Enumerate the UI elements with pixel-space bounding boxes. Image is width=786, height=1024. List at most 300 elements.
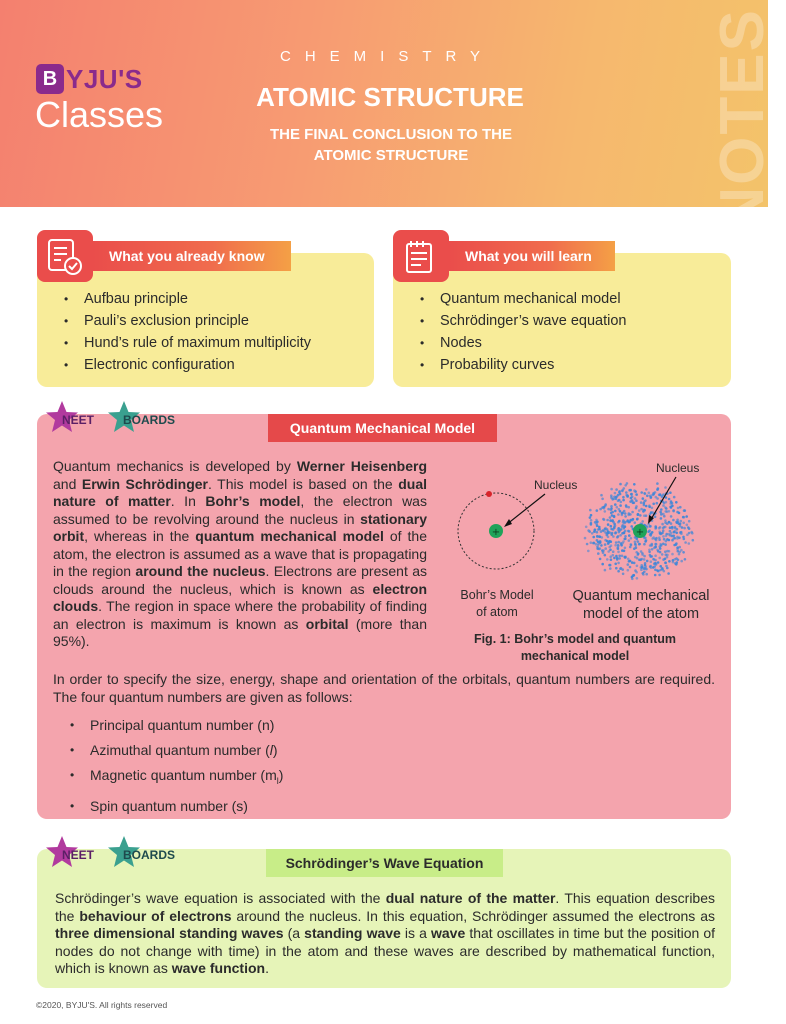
cloud-dot (587, 550, 590, 553)
cloud-dot (610, 544, 613, 547)
cloud-dot (662, 527, 665, 530)
cloud-dot (643, 558, 646, 561)
cloud-dot (683, 538, 686, 541)
cloud-dot (632, 574, 635, 577)
cloud-dot (657, 570, 660, 573)
text-run: . (265, 960, 269, 976)
cloud-dot (668, 560, 671, 563)
cloud-dot (664, 486, 667, 489)
cloud-dot (617, 547, 620, 550)
cloud-dot (664, 510, 667, 513)
cloud-dot (637, 513, 640, 516)
cloud-dot (624, 535, 627, 538)
bohr-model-label (444, 587, 550, 621)
cloud-dot (636, 557, 639, 560)
cloud-dot (584, 537, 587, 540)
cloud-dot (615, 567, 618, 570)
cloud-dot (652, 503, 655, 506)
cloud-dot (673, 531, 676, 534)
cloud-dot (676, 546, 679, 549)
cloud-dot (615, 555, 618, 558)
cloud-dot (663, 538, 666, 541)
cloud-dot (604, 505, 607, 508)
subscript: l (276, 775, 279, 786)
cloud-dot (648, 529, 651, 532)
cloud-dot (657, 561, 660, 564)
cloud-dot (662, 530, 665, 533)
cloud-dot (626, 494, 629, 497)
cloud-dot (664, 543, 667, 546)
cloud-dot (617, 499, 620, 502)
cloud-dot (645, 514, 648, 517)
cloud-dot (675, 563, 678, 566)
qm-model-label (564, 587, 718, 623)
bold-run: around the nucleus (135, 563, 266, 579)
cloud-dot (611, 514, 614, 517)
list-item (66, 763, 283, 794)
cloud-dot (671, 502, 674, 505)
cloud-dot (664, 558, 667, 561)
cloud-dot (671, 553, 674, 556)
cloud-dot (660, 517, 663, 520)
cloud-dot (645, 568, 648, 571)
cloud-dot (615, 541, 618, 544)
bold-run: dual nature of the matter (385, 890, 556, 906)
text-run: , the electron was assumed to be revolving around the nucleus in (53, 493, 427, 527)
cloud-dot (614, 563, 617, 566)
bold-run: orbital (305, 615, 349, 632)
cloud-dot (666, 556, 669, 559)
cloud-dot (617, 541, 620, 544)
cloud-dot (612, 550, 615, 553)
cloud-dot (609, 564, 612, 567)
cloud-dot (651, 548, 654, 551)
page-title: ATOMIC STRUCTURE (256, 82, 524, 112)
cloud-dot (642, 497, 645, 500)
cloud-dot (610, 488, 613, 491)
cloud-dot (590, 541, 593, 544)
list-item: • Spin quantum number (s) (66, 794, 283, 819)
cloud-dot (624, 530, 627, 533)
cloud-dot (604, 539, 607, 542)
cloud-dot (654, 562, 657, 565)
cloud-dot (660, 544, 663, 547)
cloud-dot (596, 535, 599, 538)
list-item: • Electronic configuration (60, 354, 311, 376)
cloud-dot (657, 487, 660, 490)
schrodinger-paragraph (55, 890, 715, 978)
cloud-dot (640, 568, 643, 571)
nucleus-label: Nucleus (534, 478, 578, 492)
schrodinger-title: Schrödinger’s Wave Equation (266, 849, 503, 877)
cloud-dot (624, 547, 627, 550)
cloud-dot (651, 537, 654, 540)
cloud-dot (654, 569, 657, 572)
cloud-dot (635, 546, 638, 549)
cloud-dot (669, 491, 672, 494)
text-run: . Electrons are present as clouds around the nucleus, which is known as (53, 563, 428, 597)
bold-run: standing wave (304, 925, 401, 941)
text-run: Quantum mechanics is developed by (53, 458, 297, 474)
cloud-dot (604, 543, 607, 546)
cloud-dot (672, 519, 675, 522)
cloud-dot (622, 573, 625, 576)
cloud-dot (680, 532, 683, 535)
plus-sign: + (635, 527, 645, 538)
cloud-dot (618, 491, 621, 494)
cloud-dot (648, 549, 651, 552)
label-line: model of the atom (582, 606, 700, 622)
cloud-dot (669, 526, 672, 529)
cloud-dot (588, 530, 591, 533)
cloud-dot (667, 572, 670, 575)
cloud-dot (617, 562, 620, 565)
cloud-dot (678, 553, 681, 556)
cloud-dot (606, 528, 609, 531)
cloud-dot (644, 562, 647, 565)
subtitle-line-2: ATOMIC STRUCTURE (313, 147, 469, 164)
cloud-dot (610, 507, 613, 510)
cloud-dot (670, 515, 673, 518)
cloud-dot (622, 540, 625, 543)
cloud-dot (612, 554, 615, 557)
cloud-dot (630, 537, 633, 540)
cloud-dot (617, 570, 620, 573)
already-know-label: What you already know (93, 241, 291, 271)
cloud-dot (678, 551, 681, 554)
boards-tag: BOARDS (123, 848, 176, 862)
cloud-dot (610, 558, 613, 561)
cloud-dot (678, 512, 681, 515)
cloud-dot (640, 508, 643, 511)
cloud-dot (664, 526, 667, 529)
text-run: that oscillates in time but the position of nodes do not change with time) in the atom and these waves are described by mathematical function, which is known as (55, 925, 716, 976)
cloud-dot (668, 550, 671, 553)
cloud-dot (644, 493, 647, 496)
bold-run: wave (430, 925, 466, 941)
subject-label: CHEMISTRY (280, 48, 495, 65)
cloud-dot (633, 483, 636, 486)
cloud-dot (634, 541, 637, 544)
cloud-dot (591, 532, 594, 535)
cloud-dot (631, 578, 634, 581)
cloud-dot (665, 501, 668, 504)
checklist-icon (37, 230, 93, 282)
cloud-dot (669, 530, 672, 533)
cloud-dot (649, 495, 652, 498)
cloud-dot (631, 511, 634, 514)
text-run: Schrödinger’s wave equation is associated with the (55, 890, 386, 906)
cloud-dot (630, 493, 633, 496)
cloud-dot (615, 488, 618, 491)
cloud-dot (585, 526, 588, 529)
cloud-dot (654, 516, 657, 519)
cloud-dot (603, 518, 606, 521)
cloud-dot (658, 574, 661, 577)
cloud-dot (648, 492, 651, 495)
cloud-dot (652, 493, 655, 496)
cloud-dot (637, 540, 640, 543)
cloud-dot (640, 491, 643, 494)
cloud-dot (616, 506, 619, 509)
cloud-dot (668, 521, 671, 524)
bold-run: Bohr’s model (205, 493, 301, 509)
cloud-dot (655, 539, 658, 542)
cloud-dot (659, 526, 662, 529)
cloud-dot (649, 554, 652, 557)
cloud-dot (606, 558, 609, 561)
cloud-dot (659, 565, 662, 568)
cloud-dot (679, 523, 682, 526)
cloud-dot (686, 524, 689, 527)
brand-logo-text: YJU'S (66, 64, 143, 94)
cloud-dot (686, 533, 689, 536)
cloud-dot (637, 552, 640, 555)
cloud-dot (634, 521, 637, 524)
caption-line: mechanical model (520, 649, 630, 663)
cloud-dot (627, 558, 630, 561)
cloud-dot (636, 538, 639, 541)
arrow-head-icon (504, 519, 512, 527)
cloud-dot (599, 558, 602, 561)
cloud-dot (659, 569, 662, 572)
cloud-dot (636, 517, 639, 520)
cloud-dot (643, 571, 646, 574)
cloud-dot (661, 495, 664, 498)
cloud-dot (656, 549, 659, 552)
cloud-dot (628, 512, 631, 515)
text-run: ) (278, 767, 284, 783)
cloud-dot (662, 535, 665, 538)
cloud-dot (610, 512, 613, 515)
cloud-dot (671, 527, 674, 530)
cloud-dot (661, 523, 664, 526)
cloud-dot (621, 489, 624, 492)
electron-dot (486, 491, 492, 497)
cloud-dot (664, 562, 667, 565)
cloud-dot (659, 493, 662, 496)
cloud-dot (655, 543, 658, 546)
cloud-dot (625, 491, 628, 494)
cloud-dot (635, 499, 638, 502)
list-item: • Schrödinger’s wave equation (416, 310, 626, 332)
cloud-dot (622, 496, 625, 499)
brand-classes: Classes (35, 94, 164, 135)
cloud-dot (659, 532, 662, 535)
cloud-dot (599, 540, 602, 543)
cloud-dot (614, 510, 617, 513)
cloud-dot (593, 542, 596, 545)
cloud-dot (679, 506, 682, 509)
cloud-dot (671, 535, 674, 538)
text-run: is a (400, 925, 431, 941)
nucleus-label: Nucleus (656, 461, 700, 475)
cloud-dot (641, 520, 644, 523)
notepad-icon (393, 230, 449, 282)
already-know-list (60, 288, 311, 376)
cloud-dot (620, 528, 623, 531)
cloud-dot (604, 510, 607, 513)
cloud-dot (650, 560, 653, 563)
header-banner (0, 0, 777, 232)
cloud-dot (635, 505, 638, 508)
cloud-dot (621, 549, 624, 552)
quantum-model-title: Quantum Mechanical Model (268, 414, 497, 442)
cloud-dot (653, 547, 656, 550)
cloud-dot (618, 508, 621, 511)
label-line: Bohr’s Model (460, 588, 534, 602)
cloud-dot (648, 506, 651, 509)
list-item: • Hund’s rule of maximum multiplicity (60, 332, 311, 354)
cloud-dot (618, 520, 621, 523)
cloud-dot (601, 563, 604, 566)
cloud-dot (679, 525, 682, 528)
cloud-dot (674, 537, 677, 540)
cloud-dot (649, 544, 652, 547)
cloud-dot (638, 543, 641, 546)
cloud-dot (662, 513, 665, 516)
cloud-dot (640, 501, 643, 504)
cloud-dot (624, 515, 627, 518)
cloud-dot (619, 534, 622, 537)
cloud-dot (621, 555, 624, 558)
bold-run: electron clouds (53, 580, 427, 614)
cloud-dot (630, 544, 633, 547)
cloud-dot (617, 544, 620, 547)
cloud-dot (609, 567, 612, 570)
list-item: • Quantum mechanical model (416, 288, 626, 310)
bold-run: behaviour of electrons (79, 907, 232, 924)
cloud-dot (610, 496, 613, 499)
cloud-dot (606, 532, 609, 535)
cloud-dot (685, 515, 688, 518)
cloud-dot (617, 513, 620, 516)
cloud-dot (599, 547, 602, 550)
cloud-dot (619, 483, 622, 486)
cloud-dot (614, 544, 617, 547)
boards-tag: BOARDS (123, 413, 176, 427)
cloud-dot (649, 533, 652, 536)
cloud-dot (597, 552, 600, 555)
cloud-dot (632, 502, 635, 505)
cloud-dot (612, 528, 615, 531)
cloud-dot (604, 554, 607, 557)
cloud-dot (682, 516, 685, 519)
page-subtitle (236, 124, 546, 166)
cloud-dot (595, 519, 598, 522)
cloud-dot (597, 543, 600, 546)
cloud-dot (668, 510, 671, 513)
list-item: • Nodes (416, 332, 626, 354)
cloud-dot (677, 521, 680, 524)
cloud-dot (621, 512, 624, 515)
cloud-dot (629, 566, 632, 569)
cloud-dot (627, 506, 630, 509)
cloud-dot (656, 497, 659, 500)
will-learn-label: What you will learn (449, 241, 615, 271)
cloud-dot (611, 519, 614, 522)
cloud-dot (619, 567, 622, 570)
cloud-dot (692, 539, 695, 542)
list-item (66, 738, 283, 763)
cloud-dot (613, 496, 616, 499)
cloud-dot (674, 558, 677, 561)
cloud-dot (684, 541, 687, 544)
cloud-dot (627, 530, 630, 533)
cloud-dot (675, 501, 678, 504)
text-run: . This equation describes the (55, 890, 716, 924)
text-run: . In (170, 493, 206, 509)
cloud-dot (682, 551, 685, 554)
text-run: ) (272, 742, 278, 758)
cloud-dot (589, 516, 592, 519)
cloud-dot (651, 531, 654, 534)
cloud-dot (643, 500, 646, 503)
cloud-dot (666, 567, 669, 570)
cloud-dot (598, 526, 601, 529)
list-item: • Principal quantum number (n) (66, 713, 283, 738)
cloud-dot (634, 543, 637, 546)
cloud-dot (656, 482, 659, 485)
text-run: of the atom, the electron is assumed as a wave that is propagating in the region (53, 528, 427, 579)
cloud-dot (633, 489, 636, 492)
brand-logo-box: B (36, 64, 64, 94)
cloud-dot (638, 509, 641, 512)
cloud-dot (627, 563, 630, 566)
cloud-dot (650, 566, 653, 569)
figure-caption (448, 631, 702, 665)
cloud-dot (614, 531, 617, 534)
neet-tag: NEET (62, 848, 95, 862)
cloud-dot (616, 558, 619, 561)
cloud-dot (631, 499, 634, 502)
cloud-dot (607, 523, 610, 526)
cloud-dot (677, 507, 680, 510)
cloud-dot (597, 528, 600, 531)
cloud-dot (668, 498, 671, 501)
cloud-dot (604, 547, 607, 550)
cloud-dot (643, 567, 646, 570)
cloud-dot (651, 507, 654, 510)
text-run: Magnetic quantum number (m (90, 767, 277, 783)
cloud-dot (659, 547, 662, 550)
cloud-dot (624, 537, 627, 540)
text-run: (more than 95%). (53, 615, 427, 649)
will-learn-list (416, 288, 626, 376)
italic-var: l (269, 742, 273, 758)
cloud-dot (590, 514, 593, 517)
cloud-dot (641, 553, 644, 556)
text-run: around the nucleus. In this equation, Schrödinger assumed the electrons as (231, 907, 715, 924)
cloud-dot (617, 494, 620, 497)
cloud-dot (617, 528, 620, 531)
cloud-dot (634, 497, 637, 500)
cloud-dot (607, 542, 610, 545)
cloud-dot (646, 495, 649, 498)
cloud-dot (628, 534, 631, 537)
notes-side-label (706, 0, 786, 232)
cloud-dot (658, 557, 661, 560)
bold-run: dual nature of matter (53, 475, 427, 509)
cloud-dot (607, 550, 610, 553)
cloud-dot (645, 505, 648, 508)
cloud-dot (621, 532, 624, 535)
cloud-dot (688, 542, 691, 545)
cloud-dot (623, 522, 626, 525)
cloud-dot (649, 525, 652, 528)
cloud-dot (590, 522, 593, 525)
cloud-dot (654, 574, 657, 577)
